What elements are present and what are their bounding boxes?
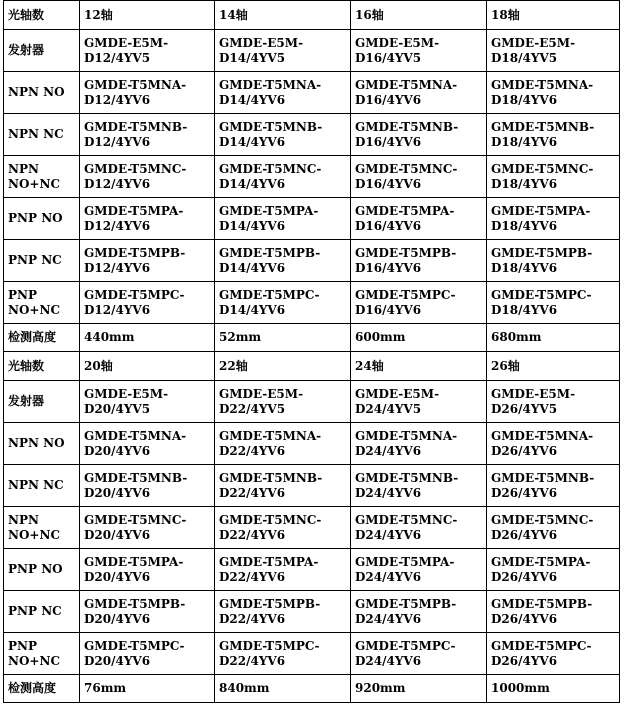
model-number-cell-line-1: GMDE-T5MPB- bbox=[84, 596, 186, 611]
model-number-cell-line-2: D20/4YV6 bbox=[84, 611, 151, 626]
model-number-cell-line-2: D22/4YV6 bbox=[219, 485, 286, 500]
model-number-cell-line-1: GMDE-T5MPA- bbox=[219, 554, 319, 569]
model-number-cell bbox=[487, 591, 620, 633]
row-label-line-1: PNP bbox=[8, 287, 38, 302]
model-number-cell-line-1: GMDE-T5MNC- bbox=[355, 161, 458, 176]
row-label: NPN NO bbox=[4, 423, 80, 465]
model-number-cell-line-2: D26/4YV6 bbox=[491, 653, 558, 668]
model-number-cell-line-2: D12/4YV6 bbox=[84, 302, 151, 317]
row-label bbox=[4, 156, 80, 198]
model-number-cell-line-1: GMDE-T5MNB- bbox=[219, 119, 323, 134]
row-label: NPN NO bbox=[4, 72, 80, 114]
model-number-cell-line-2: D18/4YV6 bbox=[491, 260, 558, 275]
model-number-cell-line-1: GMDE-T5MNB- bbox=[355, 119, 459, 134]
model-number-cell-line-2: D22/4YV6 bbox=[219, 443, 286, 458]
model-number-cell-line-2: D20/4YV6 bbox=[84, 653, 151, 668]
model-number-cell-line-2: D12/4YV6 bbox=[84, 260, 151, 275]
model-number-cell bbox=[487, 30, 620, 72]
model-number-cell bbox=[351, 114, 487, 156]
row-label-line-2: NO+NC bbox=[8, 302, 60, 317]
model-number-cell-line-2: D20/4YV6 bbox=[84, 527, 151, 542]
axis-count-cell: 26轴 bbox=[487, 352, 620, 381]
model-number-cell-line-2: D18/4YV6 bbox=[491, 92, 558, 107]
row-label-line-2: NO+NC bbox=[8, 527, 60, 542]
axis-count-cell: 22轴 bbox=[215, 352, 351, 381]
model-number-cell-line-2: D14/4YV6 bbox=[219, 260, 286, 275]
table-row bbox=[4, 423, 620, 465]
table-row bbox=[4, 465, 620, 507]
model-number-cell-line-1: GMDE-T5MNA- bbox=[491, 428, 594, 443]
model-number-cell-line-2: D22/4YV6 bbox=[219, 569, 286, 584]
model-number-cell bbox=[215, 507, 351, 549]
row-label-line-2: NO+NC bbox=[8, 176, 60, 191]
model-number-cell bbox=[351, 591, 487, 633]
model-number-cell-line-2: D16/4YV6 bbox=[355, 134, 422, 149]
detection-height-cell: 600mm bbox=[351, 324, 487, 352]
model-number-cell-line-1: GMDE-T5MNB- bbox=[84, 119, 188, 134]
row-label bbox=[4, 282, 80, 324]
model-number-cell-line-1: GMDE-T5MNC- bbox=[491, 512, 594, 527]
model-number-cell bbox=[80, 156, 215, 198]
model-number-cell bbox=[487, 282, 620, 324]
model-number-cell-line-2: D16/4YV6 bbox=[355, 302, 422, 317]
detection-height-cell: 440mm bbox=[80, 324, 215, 352]
model-number-cell bbox=[80, 72, 215, 114]
model-number-cell-line-1: GMDE-E5M- bbox=[355, 35, 440, 50]
table-row bbox=[4, 114, 620, 156]
model-number-cell bbox=[215, 381, 351, 423]
model-number-cell bbox=[487, 156, 620, 198]
model-number-cell-line-2: D24/4YV6 bbox=[355, 569, 422, 584]
row-label bbox=[4, 507, 80, 549]
model-number-cell-line-2: D18/4YV6 bbox=[491, 176, 558, 191]
model-number-cell-line-2: D18/4YV6 bbox=[491, 302, 558, 317]
axis-count-cell: 16轴 bbox=[351, 1, 487, 30]
table-row bbox=[4, 72, 620, 114]
model-number-cell bbox=[351, 72, 487, 114]
model-number-cell-line-1: GMDE-T5MPA- bbox=[491, 203, 591, 218]
detection-height-label: 检测高度 bbox=[4, 675, 80, 703]
model-number-cell bbox=[80, 591, 215, 633]
model-number-cell-line-1: GMDE-T5MPC- bbox=[84, 287, 185, 302]
row-label-line-1: NPN bbox=[8, 512, 39, 527]
row-label-line-1: PNP bbox=[8, 638, 38, 653]
model-number-cell bbox=[487, 507, 620, 549]
model-number-cell bbox=[80, 282, 215, 324]
model-number-cell-line-1: GMDE-T5MPB- bbox=[219, 596, 321, 611]
model-number-cell bbox=[351, 282, 487, 324]
model-number-cell bbox=[487, 114, 620, 156]
table-row bbox=[4, 198, 620, 240]
model-number-cell-line-1: GMDE-T5MPB- bbox=[355, 245, 457, 260]
model-number-cell-line-2: D14/4YV6 bbox=[219, 92, 286, 107]
model-number-cell-line-2: D14/4YV6 bbox=[219, 218, 286, 233]
model-number-cell-line-1: GMDE-T5MPA- bbox=[355, 203, 455, 218]
model-number-cell-line-2: D24/4YV6 bbox=[355, 611, 422, 626]
table-row bbox=[4, 240, 620, 282]
model-number-cell-line-1: GMDE-T5MPA- bbox=[219, 203, 319, 218]
model-number-cell bbox=[351, 423, 487, 465]
model-number-cell-line-1: GMDE-T5MPA- bbox=[491, 554, 591, 569]
row-label: 发射器 bbox=[4, 381, 80, 423]
model-number-cell bbox=[351, 633, 487, 675]
model-number-cell-line-2: D24/4YV6 bbox=[355, 527, 422, 542]
model-number-cell bbox=[351, 507, 487, 549]
model-number-cell-line-2: D20/4YV6 bbox=[84, 443, 151, 458]
model-number-cell-line-2: D22/4YV6 bbox=[219, 653, 286, 668]
table-row bbox=[4, 381, 620, 423]
model-number-cell bbox=[351, 240, 487, 282]
model-number-cell-line-1: GMDE-T5MPA- bbox=[84, 554, 184, 569]
model-number-cell-line-1: GMDE-T5MNB- bbox=[491, 470, 595, 485]
row-label: 发射器 bbox=[4, 30, 80, 72]
axis-count-cell: 20轴 bbox=[80, 352, 215, 381]
detection-height-cell: 680mm bbox=[487, 324, 620, 352]
model-number-cell-line-2: D24/4YV6 bbox=[355, 653, 422, 668]
model-number-cell bbox=[80, 633, 215, 675]
row-label: NPN NC bbox=[4, 465, 80, 507]
axis-count-cell: 14轴 bbox=[215, 1, 351, 30]
detection-height-label: 检测高度 bbox=[4, 324, 80, 352]
model-number-cell-line-2: D12/4YV6 bbox=[84, 176, 151, 191]
model-number-cell bbox=[215, 465, 351, 507]
table-row bbox=[4, 282, 620, 324]
axis-count-cell: 24轴 bbox=[351, 352, 487, 381]
model-number-cell-line-2: D26/4YV6 bbox=[491, 611, 558, 626]
axis-count-label: 光轴数 bbox=[4, 352, 80, 381]
model-number-cell-line-1: GMDE-T5MNB- bbox=[84, 470, 188, 485]
row-label: PNP NC bbox=[4, 240, 80, 282]
model-number-cell bbox=[487, 465, 620, 507]
model-number-cell-line-2: D26/4YV6 bbox=[491, 485, 558, 500]
model-number-cell bbox=[80, 507, 215, 549]
model-number-cell-line-2: D12/4YV6 bbox=[84, 92, 151, 107]
table-row bbox=[4, 591, 620, 633]
model-number-cell bbox=[351, 465, 487, 507]
model-number-cell-line-2: D16/4YV6 bbox=[355, 218, 422, 233]
model-number-cell-line-1: GMDE-T5MNB- bbox=[491, 119, 595, 134]
model-number-cell bbox=[80, 465, 215, 507]
axis-count-row bbox=[4, 1, 620, 30]
model-number-cell-line-2: D20/4YV6 bbox=[84, 485, 151, 500]
row-label: PNP NC bbox=[4, 591, 80, 633]
detection-height-cell: 920mm bbox=[351, 675, 487, 703]
model-number-cell-line-1: GMDE-T5MPC- bbox=[355, 638, 456, 653]
model-number-cell bbox=[351, 156, 487, 198]
model-number-cell-line-1: GMDE-T5MPB- bbox=[219, 245, 321, 260]
table-row bbox=[4, 549, 620, 591]
model-number-cell bbox=[215, 156, 351, 198]
model-number-cell bbox=[351, 381, 487, 423]
model-number-cell bbox=[487, 549, 620, 591]
detection-height-cell: 52mm bbox=[215, 324, 351, 352]
model-number-cell-line-1: GMDE-T5MPC- bbox=[219, 638, 320, 653]
row-label: PNP NO bbox=[4, 198, 80, 240]
row-label-line-1: NPN bbox=[8, 161, 39, 176]
model-number-cell-line-2: D14/4YV6 bbox=[219, 176, 286, 191]
model-number-cell-line-2: D16/4YV6 bbox=[355, 92, 422, 107]
model-number-cell-line-1: GMDE-T5MNC- bbox=[84, 161, 187, 176]
axis-count-label: 光轴数 bbox=[4, 1, 80, 30]
model-number-cell-line-2: D16/4YV5 bbox=[355, 50, 422, 65]
model-number-cell bbox=[215, 423, 351, 465]
model-number-cell-line-1: GMDE-T5MNA- bbox=[84, 428, 187, 443]
detection-height-row bbox=[4, 324, 620, 352]
model-number-cell-line-2: D18/4YV6 bbox=[491, 218, 558, 233]
model-number-cell bbox=[80, 30, 215, 72]
model-number-cell-line-1: GMDE-T5MNC- bbox=[84, 512, 187, 527]
row-label bbox=[4, 633, 80, 675]
model-number-cell-line-2: D22/4YV6 bbox=[219, 611, 286, 626]
model-number-cell-line-1: GMDE-T5MNA- bbox=[84, 77, 187, 92]
model-number-cell-line-2: D22/4YV6 bbox=[219, 527, 286, 542]
model-number-cell bbox=[215, 114, 351, 156]
model-number-cell-line-2: D14/4YV6 bbox=[219, 134, 286, 149]
model-number-cell bbox=[215, 240, 351, 282]
model-number-cell-line-1: GMDE-T5MNA- bbox=[491, 77, 594, 92]
detection-height-cell: 1000mm bbox=[487, 675, 620, 703]
model-number-cell-line-2: D24/4YV6 bbox=[355, 485, 422, 500]
model-number-cell-line-1: GMDE-T5MPC- bbox=[491, 287, 592, 302]
model-number-cell-line-1: GMDE-T5MPA- bbox=[84, 203, 184, 218]
model-number-cell bbox=[215, 72, 351, 114]
model-number-cell-line-2: D26/4YV6 bbox=[491, 443, 558, 458]
model-number-cell-line-1: GMDE-T5MPB- bbox=[491, 245, 593, 260]
model-number-cell bbox=[351, 549, 487, 591]
model-number-cell-line-1: GMDE-T5MNA- bbox=[219, 77, 322, 92]
row-label: NPN NC bbox=[4, 114, 80, 156]
model-number-cell-line-2: D26/4YV6 bbox=[491, 527, 558, 542]
model-number-cell bbox=[215, 30, 351, 72]
model-number-cell-line-1: GMDE-T5MNA- bbox=[355, 77, 458, 92]
model-number-cell bbox=[487, 198, 620, 240]
model-number-cell-line-1: GMDE-T5MNC- bbox=[219, 512, 322, 527]
spec-table-body bbox=[4, 1, 620, 703]
model-number-cell bbox=[215, 633, 351, 675]
model-number-cell-line-1: GMDE-T5MNC- bbox=[219, 161, 322, 176]
model-number-cell-line-2: D20/4YV5 bbox=[84, 401, 151, 416]
detection-height-cell: 76mm bbox=[80, 675, 215, 703]
model-number-cell-line-1: GMDE-T5MPA- bbox=[355, 554, 455, 569]
model-number-cell-line-1: GMDE-T5MNC- bbox=[491, 161, 594, 176]
model-number-cell-line-1: GMDE-T5MPC- bbox=[84, 638, 185, 653]
model-number-cell-line-1: GMDE-T5MNB- bbox=[355, 470, 459, 485]
model-number-cell bbox=[487, 240, 620, 282]
model-number-cell bbox=[215, 282, 351, 324]
model-number-cell-line-2: D20/4YV6 bbox=[84, 569, 151, 584]
model-number-cell bbox=[215, 549, 351, 591]
model-number-cell bbox=[487, 423, 620, 465]
spec-table bbox=[3, 0, 620, 703]
model-number-cell-line-2: D24/4YV6 bbox=[355, 443, 422, 458]
model-number-cell-line-2: D12/4YV6 bbox=[84, 218, 151, 233]
axis-count-row bbox=[4, 352, 620, 381]
model-number-cell bbox=[487, 633, 620, 675]
model-number-cell-line-1: GMDE-E5M- bbox=[355, 386, 440, 401]
axis-count-cell: 18轴 bbox=[487, 1, 620, 30]
model-number-cell-line-1: GMDE-T5MPC- bbox=[491, 638, 592, 653]
detection-height-row bbox=[4, 675, 620, 703]
model-number-cell-line-2: D14/4YV5 bbox=[219, 50, 286, 65]
model-number-cell-line-1: GMDE-E5M- bbox=[84, 35, 169, 50]
model-number-cell-line-1: GMDE-T5MPC- bbox=[219, 287, 320, 302]
model-number-cell-line-1: GMDE-T5MPC- bbox=[355, 287, 456, 302]
model-number-cell-line-1: GMDE-E5M- bbox=[491, 386, 576, 401]
model-number-cell bbox=[80, 198, 215, 240]
model-number-cell-line-1: GMDE-T5MPB- bbox=[84, 245, 186, 260]
model-number-cell-line-2: D24/4YV5 bbox=[355, 401, 422, 416]
model-number-cell-line-2: D22/4YV5 bbox=[219, 401, 286, 416]
table-row bbox=[4, 507, 620, 549]
model-number-cell-line-2: D26/4YV6 bbox=[491, 569, 558, 584]
model-number-cell-line-1: GMDE-T5MNA- bbox=[219, 428, 322, 443]
model-number-cell bbox=[351, 30, 487, 72]
model-number-cell-line-1: GMDE-E5M- bbox=[491, 35, 576, 50]
model-number-cell-line-1: GMDE-E5M- bbox=[84, 386, 169, 401]
model-number-cell bbox=[80, 549, 215, 591]
model-number-cell-line-1: GMDE-E5M- bbox=[219, 35, 304, 50]
row-label-line-2: NO+NC bbox=[8, 653, 60, 668]
model-number-cell-line-1: GMDE-T5MPB- bbox=[355, 596, 457, 611]
model-number-cell-line-2: D18/4YV5 bbox=[491, 50, 558, 65]
model-number-cell bbox=[80, 240, 215, 282]
model-number-cell-line-2: D18/4YV6 bbox=[491, 134, 558, 149]
model-number-cell-line-1: GMDE-E5M- bbox=[219, 386, 304, 401]
table-row bbox=[4, 156, 620, 198]
model-number-cell-line-1: GMDE-T5MNA- bbox=[355, 428, 458, 443]
model-number-cell bbox=[215, 591, 351, 633]
model-number-cell bbox=[80, 381, 215, 423]
model-number-cell-line-2: D16/4YV6 bbox=[355, 176, 422, 191]
model-number-cell-line-1: GMDE-T5MNB- bbox=[219, 470, 323, 485]
model-number-cell-line-2: D16/4YV6 bbox=[355, 260, 422, 275]
model-number-cell-line-2: D26/4YV5 bbox=[491, 401, 558, 416]
table-row bbox=[4, 30, 620, 72]
model-number-cell bbox=[80, 114, 215, 156]
axis-count-cell: 12轴 bbox=[80, 1, 215, 30]
row-label: PNP NO bbox=[4, 549, 80, 591]
detection-height-cell: 840mm bbox=[215, 675, 351, 703]
model-number-cell bbox=[215, 198, 351, 240]
model-number-cell bbox=[351, 198, 487, 240]
model-number-cell bbox=[487, 381, 620, 423]
model-number-cell-line-2: D14/4YV6 bbox=[219, 302, 286, 317]
model-number-cell-line-1: GMDE-T5MNC- bbox=[355, 512, 458, 527]
model-number-cell-line-2: D12/4YV5 bbox=[84, 50, 151, 65]
table-row bbox=[4, 633, 620, 675]
model-number-cell bbox=[487, 72, 620, 114]
model-number-cell-line-1: GMDE-T5MPB- bbox=[491, 596, 593, 611]
model-number-cell bbox=[80, 423, 215, 465]
model-number-cell-line-2: D12/4YV6 bbox=[84, 134, 151, 149]
